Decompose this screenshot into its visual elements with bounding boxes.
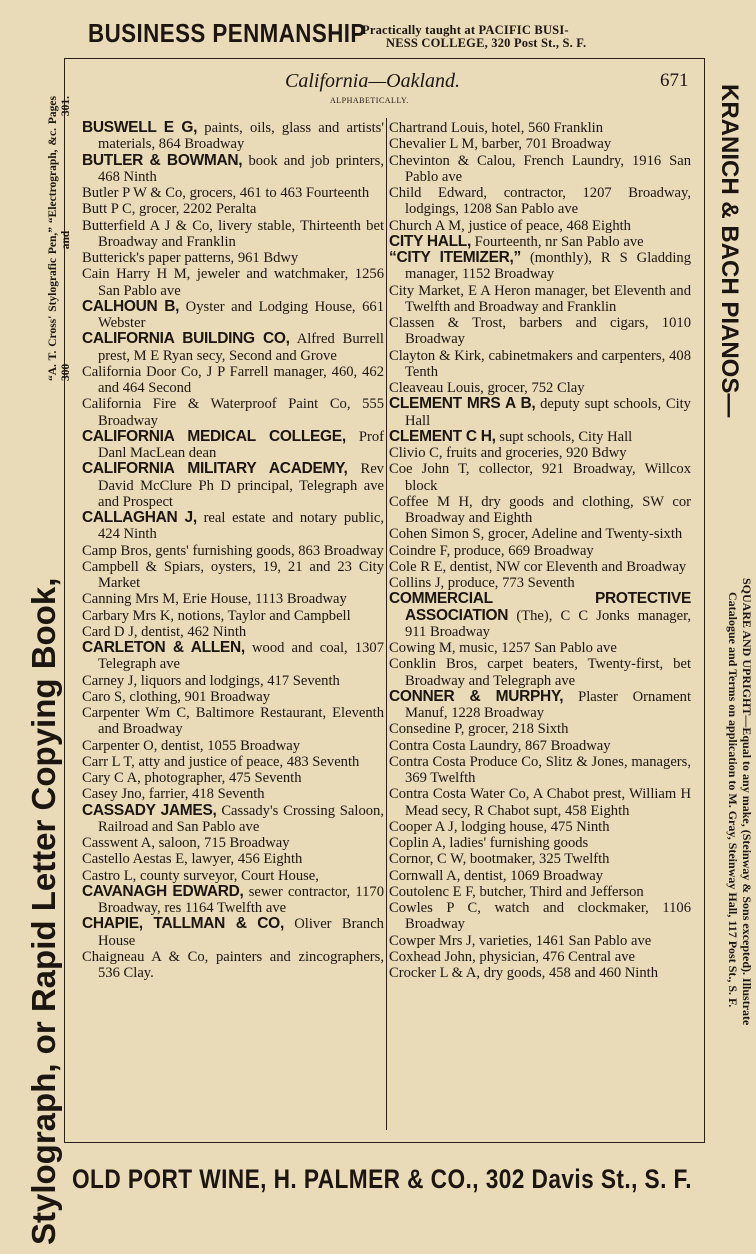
directory-entry [389, 380, 691, 396]
entry-text: Cole R E, dentist, NW cor Eleventh and Broadway [389, 558, 687, 575]
entry-name: CLEMENT MRS A B, [389, 395, 536, 413]
directory-entry [389, 461, 691, 494]
entry-text: City Market, E A Heron manager, bet Eleventh and Twelfth and Broadway and Franklin [389, 282, 691, 315]
entry-text: Prof Danl MacLean dean [98, 428, 384, 461]
directory-entry [82, 803, 384, 836]
entry-text: Contra Costa Laundry, 867 Broadway [389, 737, 611, 754]
directory-entry [389, 721, 691, 737]
entry-text: Consedine P, grocer, 218 Sixth [389, 721, 569, 738]
directory-entry [82, 543, 384, 559]
left-margin-advert-small: “A. T. Cross' Stylografic Pen,” “Electrograph, &c. Pages 300 and 301. [47, 96, 72, 381]
directory-entry [389, 786, 691, 819]
entry-text: Cohen Simon S, grocer, Adeline and Twenty-sixth [389, 526, 683, 543]
entry-text: Camp Bros, gents' furnishing goods, 863 Broadway [82, 542, 384, 559]
entry-text: (monthly), R S Gladding manager, 1152 Broadway [405, 250, 691, 283]
entry-text: Cornwall A, dentist, 1069 Broadway [389, 867, 604, 884]
entry-text: Carbary Mrs K, notions, Taylor and Campbell [82, 607, 351, 624]
right-column [389, 120, 691, 981]
entry-text: Castello Aestas E, lawyer, 456 Eighth [82, 851, 303, 868]
entry-text: Cleaveau Louis, grocer, 752 Clay [389, 380, 585, 396]
directory-entry [389, 136, 691, 152]
directory-entry [82, 624, 384, 640]
directory-entry [389, 900, 691, 933]
entry-text: Coe John T, collector, 921 Broadway, Willcox block [389, 461, 691, 494]
directory-entry [389, 933, 691, 949]
right-margin-line2: Catalogue and Terms on application to M. Gray, Steinway Hall, 117 Post St., S. F. [726, 592, 740, 1008]
entry-text: supt schools, City Hall [495, 428, 633, 445]
directory-entry [389, 526, 691, 542]
directory-entry [389, 445, 691, 461]
entry-name: COMMERCIAL PROTECTIVE ASSOCIATION [389, 590, 691, 624]
header-note-line2: NESS COLLEGE, 320 Post St., S. F. [386, 36, 587, 50]
directory-entry [82, 868, 384, 884]
entry-text: Cowper Mrs J, varieties, 1461 San Pablo ave [389, 932, 652, 949]
directory-entry [389, 591, 691, 640]
entry-text: Cowles P C, watch and clockmaker, 1106 Broadway [389, 900, 691, 933]
directory-entry [389, 185, 691, 218]
header-note [362, 24, 586, 50]
directory-entry [389, 494, 691, 527]
entry-name: CARLETON & ALLEN, [82, 639, 245, 656]
directory-entry [82, 738, 384, 754]
entry-text: Classen & Trost, barbers and cigars, 1010 Broadway [389, 315, 691, 348]
directory-entry [389, 315, 691, 348]
directory-entry [82, 949, 384, 982]
entry-text: Cary C A, photographer, 475 Seventh [82, 770, 302, 786]
directory-entry [389, 819, 691, 835]
entry-text: Carr L T, atty and justice of peace, 483 Seventh [82, 753, 360, 770]
entry-text: Clivio C, fruits and groceries, 920 Bdwy [389, 445, 627, 461]
directory-entry [389, 738, 691, 754]
directory-entry [82, 591, 384, 607]
left-margin-advert: Stylograph, or Rapid Letter Copying Book, [25, 577, 62, 1245]
directory-entry [389, 884, 691, 900]
directory-entry [82, 689, 384, 705]
entry-text: Conklin Bros, carpet beaters, Twenty-first, bet Broadway and Telegraph ave [389, 656, 691, 689]
entry-text: Contra Costa Water Co, A Chabot prest, William H Mead secy, R Chabot supt, 458 Eighth [389, 786, 691, 819]
directory-entry [389, 754, 691, 787]
directory-entry [82, 673, 384, 689]
entry-text: Church A M, justice of peace, 468 Eighth [389, 217, 631, 234]
entry-text: California Fire & Waterproof Paint Co, 555 Broadway [82, 396, 384, 429]
entry-text: book and job printers, 468 Ninth [98, 152, 384, 185]
entry-text: Coplin A, ladies' furnishing goods [389, 835, 589, 851]
directory-entry [82, 185, 384, 201]
entry-text: Carpenter Wm C, Baltimore Restaurant, Eleventh and Broadway [82, 705, 384, 738]
entry-text: (The), C C Jonks manager, 911 Broadway [405, 607, 691, 640]
directory-entry [82, 608, 384, 624]
entry-text: Fourteenth, nr San Pablo ave [470, 233, 644, 250]
directory-entry [82, 396, 384, 429]
entry-text: Castro L, county surveyor, Court House, [82, 867, 319, 884]
entry-text: Collins J, produce, 773 Seventh [389, 575, 575, 591]
directory-entry [82, 461, 384, 510]
entry-name: CONNER & MURPHY, [389, 687, 564, 705]
entry-name: CALIFORNIA MILITARY ACADEMY, [82, 460, 348, 478]
entry-text: Carpenter O, dentist, 1055 Broadway [82, 737, 301, 754]
directory-entry [82, 250, 384, 266]
directory-entry [82, 705, 384, 738]
entry-text: Cain Harry H M, jeweler and watchmaker, 1256 San Pablo ave [82, 266, 384, 299]
entry-text: Crocker L & A, dry goods, 458 and 460 Ninth [389, 965, 659, 981]
directory-entry [389, 640, 691, 656]
directory-entry [389, 283, 691, 316]
directory-entry [389, 656, 691, 689]
directory-entry [389, 218, 691, 234]
entry-text: real estate and notary public, 424 Ninth [98, 510, 384, 543]
entry-text: Plaster Ornament Manuf, 1228 Broadway [405, 688, 691, 721]
entry-text: Cornor, C W, bootmaker, 325 Twelfth [389, 851, 610, 868]
entry-text: Coutolenc E F, butcher, Third and Jefferson [389, 883, 644, 900]
directory-entry [82, 299, 384, 332]
entry-text: Clayton & Kirk, cabinetmakers and carpenters, 408 Tenth [389, 347, 691, 380]
entry-text: Coffee M H, dry goods and clothing, SW cor Broadway and Eighth [389, 493, 691, 526]
entry-text: Butler P W & Co, grocers, 461 to 463 Fourteenth [82, 185, 370, 201]
column-divider [386, 118, 387, 1130]
entry-text: Chartrand Louis, hotel, 560 Franklin [389, 120, 604, 136]
entry-text: Coindre F, produce, 669 Broadway [389, 542, 594, 559]
directory-entry [82, 559, 384, 592]
directory-entry [389, 575, 691, 591]
entry-text: Butterfield A J & Co, livery stable, Thirteenth bet Broadway and Franklin [82, 217, 384, 250]
entry-text: Chaigneau A & Co, painters and zincographers, 536 Clay. [82, 948, 384, 981]
entry-text: Alfred Burrell prest, M E Ryan secy, Second and Grove [98, 331, 384, 364]
entry-text: Casswent A, saloon, 715 Broadway [82, 835, 290, 851]
entry-name: CALIFORNIA MEDICAL COLLEGE, [82, 427, 346, 445]
entry-text: sewer contractor, 1170 Broadway, res 1164 Twelfth ave [98, 883, 384, 916]
directory-entry [82, 884, 384, 917]
entry-text: Casey Jno, farrier, 418 Seventh [82, 786, 265, 803]
header-title: BUSINESS PENMANSHIP [88, 18, 366, 48]
entry-name: CAVANAGH EDWARD, [82, 882, 244, 900]
directory-entry [82, 640, 384, 673]
left-column [82, 120, 384, 981]
right-margin-line1: SQUARE AND UPRIGHT—Equal to any make, (Steinway & Sons excepted). Illustrate [740, 578, 754, 1026]
directory-entry [82, 364, 384, 397]
entry-text: paints, oils, glass and artists' materials, 864 Broadway [98, 120, 384, 153]
entry-text: Card D J, dentist, 462 Ninth [82, 623, 247, 640]
directory-entry [389, 949, 691, 965]
header-note-line1: Practically taught at PACIFIC BUSI- [362, 23, 569, 37]
page-number: 671 [660, 70, 689, 91]
entry-text: Child Edward, contractor, 1207 Broadway, lodgings, 1208 San Pablo ave [389, 185, 691, 218]
entry-text: Carney J, liquors and lodgings, 417 Seventh [82, 672, 340, 689]
entry-name: CLEMENT C H, [389, 427, 496, 445]
entry-text: Chevinton & Calou, French Laundry, 1916 San Pablo ave [389, 152, 691, 185]
directory-entry [82, 120, 384, 153]
entry-text: Cooper A J, lodging house, 475 Ninth [389, 818, 610, 835]
entry-text: Coxhead John, physician, 476 Central ave [389, 948, 636, 965]
entry-text: California Door Co, J P Farrell manager, 460, 462 and 464 Second [82, 363, 384, 396]
directory-entry [82, 851, 384, 867]
entry-name: CALHOUN B, [82, 297, 180, 315]
directory-entry [389, 689, 691, 722]
entry-name: CALIFORNIA BUILDING CO, [82, 330, 290, 348]
footer-advert: OLD PORT WINE, H. PALMER & CO., 302 Davis St., S. F. [72, 1164, 693, 1194]
entry-text: Oliver Branch House [98, 916, 384, 949]
subhead: ALPHABETICALLY. [330, 96, 409, 105]
directory-entry [82, 266, 384, 299]
directory-entry [82, 218, 384, 251]
directory-entry [82, 429, 384, 462]
directory-entry [82, 770, 384, 786]
directory-entry [389, 153, 691, 186]
directory-entry [389, 965, 691, 981]
directory-entry [389, 396, 691, 429]
directory-entry [389, 348, 691, 381]
directory-entry [82, 201, 384, 217]
directory-entry [389, 543, 691, 559]
entry-text: wood and coal, 1307 Telegraph ave [98, 640, 384, 673]
directory-entry [389, 868, 691, 884]
entry-name: BUTLER & BOWMAN, [82, 151, 243, 169]
entry-name: BUSWELL E G, [82, 119, 198, 136]
directory-entry [82, 786, 384, 802]
entry-text: Campbell & Spiars, oysters, 19, 21 and 23 City Market [82, 558, 384, 591]
right-margin-advert: KRANICH & BACH PIANOS— [716, 84, 743, 418]
running-head: California—Oakland. [285, 70, 461, 92]
directory-entry [82, 754, 384, 770]
right-margin-advert-small [724, 578, 754, 1228]
directory-entry [389, 234, 691, 250]
entry-text: Chevalier L M, barber, 701 Broadway [389, 136, 612, 153]
entry-text: Contra Costa Produce Co, Slitz & Jones, managers, 369 Twelfth [389, 753, 691, 786]
entry-text: deputy supt schools, City Hall [405, 396, 691, 429]
entry-text: Butt P C, grocer, 2202 Peralta [82, 201, 257, 218]
directory-entry [82, 510, 384, 543]
entry-text: Canning Mrs M, Erie House, 1113 Broadway [82, 591, 347, 608]
directory-entry [82, 153, 384, 186]
entry-text: Rev David McClure Ph D principal, Telegraph ave and Prospect [98, 461, 384, 510]
directory-entry [389, 120, 691, 136]
directory-entry [389, 835, 691, 851]
entry-text: Cowing M, music, 1257 San Pablo ave [389, 640, 617, 656]
entry-name: “CITY ITEMIZER,” [389, 249, 521, 266]
directory-entry [82, 331, 384, 364]
directory-entry [82, 835, 384, 851]
directory-entry [389, 559, 691, 575]
entry-text: Butterick's paper patterns, 961 Bdwy [82, 250, 299, 266]
entry-name: CALLAGHAN J, [82, 509, 197, 526]
entry-name: CHAPIE, TALLMAN & CO, [82, 915, 284, 933]
entry-text: Oyster and Lodging House, 661 Webster [98, 298, 384, 331]
entry-text: Cassady's Crossing Saloon, Railroad and San Pablo ave [98, 802, 384, 835]
directory-entry [389, 851, 691, 867]
directory-entry [389, 250, 691, 283]
directory-entry [82, 916, 384, 949]
entry-name: CASSADY JAMES, [82, 801, 217, 819]
entry-text: Caro S, clothing, 901 Broadway [82, 688, 271, 705]
entry-name: CITY HALL, [389, 232, 471, 250]
directory-entry [389, 429, 691, 445]
